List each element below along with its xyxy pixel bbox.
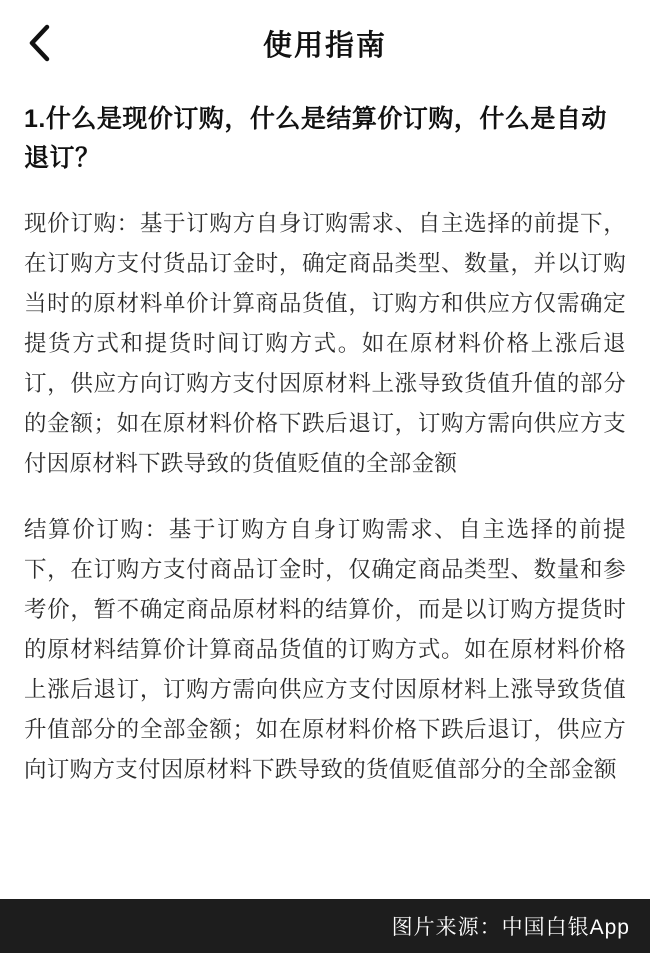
page-header [0, 0, 650, 86]
chevron-left-icon [27, 23, 53, 63]
guide-content [0, 100, 650, 790]
back-button[interactable] [18, 21, 62, 65]
source-watermark-text: 图片来源：中国白银App [391, 916, 630, 939]
page-title: 使用指南 [262, 29, 387, 62]
paragraph-current-price-order: 现价订购：基于订购方自身订购需求、自主选择的前提下，在订购方支付货品订金时，确定商品类型、数量，并以订购当时的原材料单价计算商品货值，订购方和供应方仅需确定提货方式和提货时间订购方式。如在原材料价格上涨后退订，供应方向订购方支付因原材料上涨导致货值升值的部分的金额；如在原材料价格下跌后退订，订购方需向供应方支付因原材料下跌导致的货值贬值的全部金额 [24, 210, 626, 476]
paragraph-settlement-price-order: 结算价订购：基于订购方自身订购需求、自主选择的前提下，在订购方支付商品订金时，仅确定商品类型、数量和参考价，暂不确定商品原材料的结算价，而是以订购方提货时的原材料结算价计算商品货值的订购方式。如在原材料价格上涨后退订，订购方需向供应方支付因原材料上涨导致货值升值部分的全部金额；如在原材料价格下跌后退订，供应方向订购方支付因原材料下跌导致的货值贬值部分的全部金额 [24, 516, 626, 783]
source-watermark [0, 899, 650, 953]
question-heading: 1.什么是现价订购，什么是结算价订购，什么是自动退订？ [24, 105, 607, 172]
